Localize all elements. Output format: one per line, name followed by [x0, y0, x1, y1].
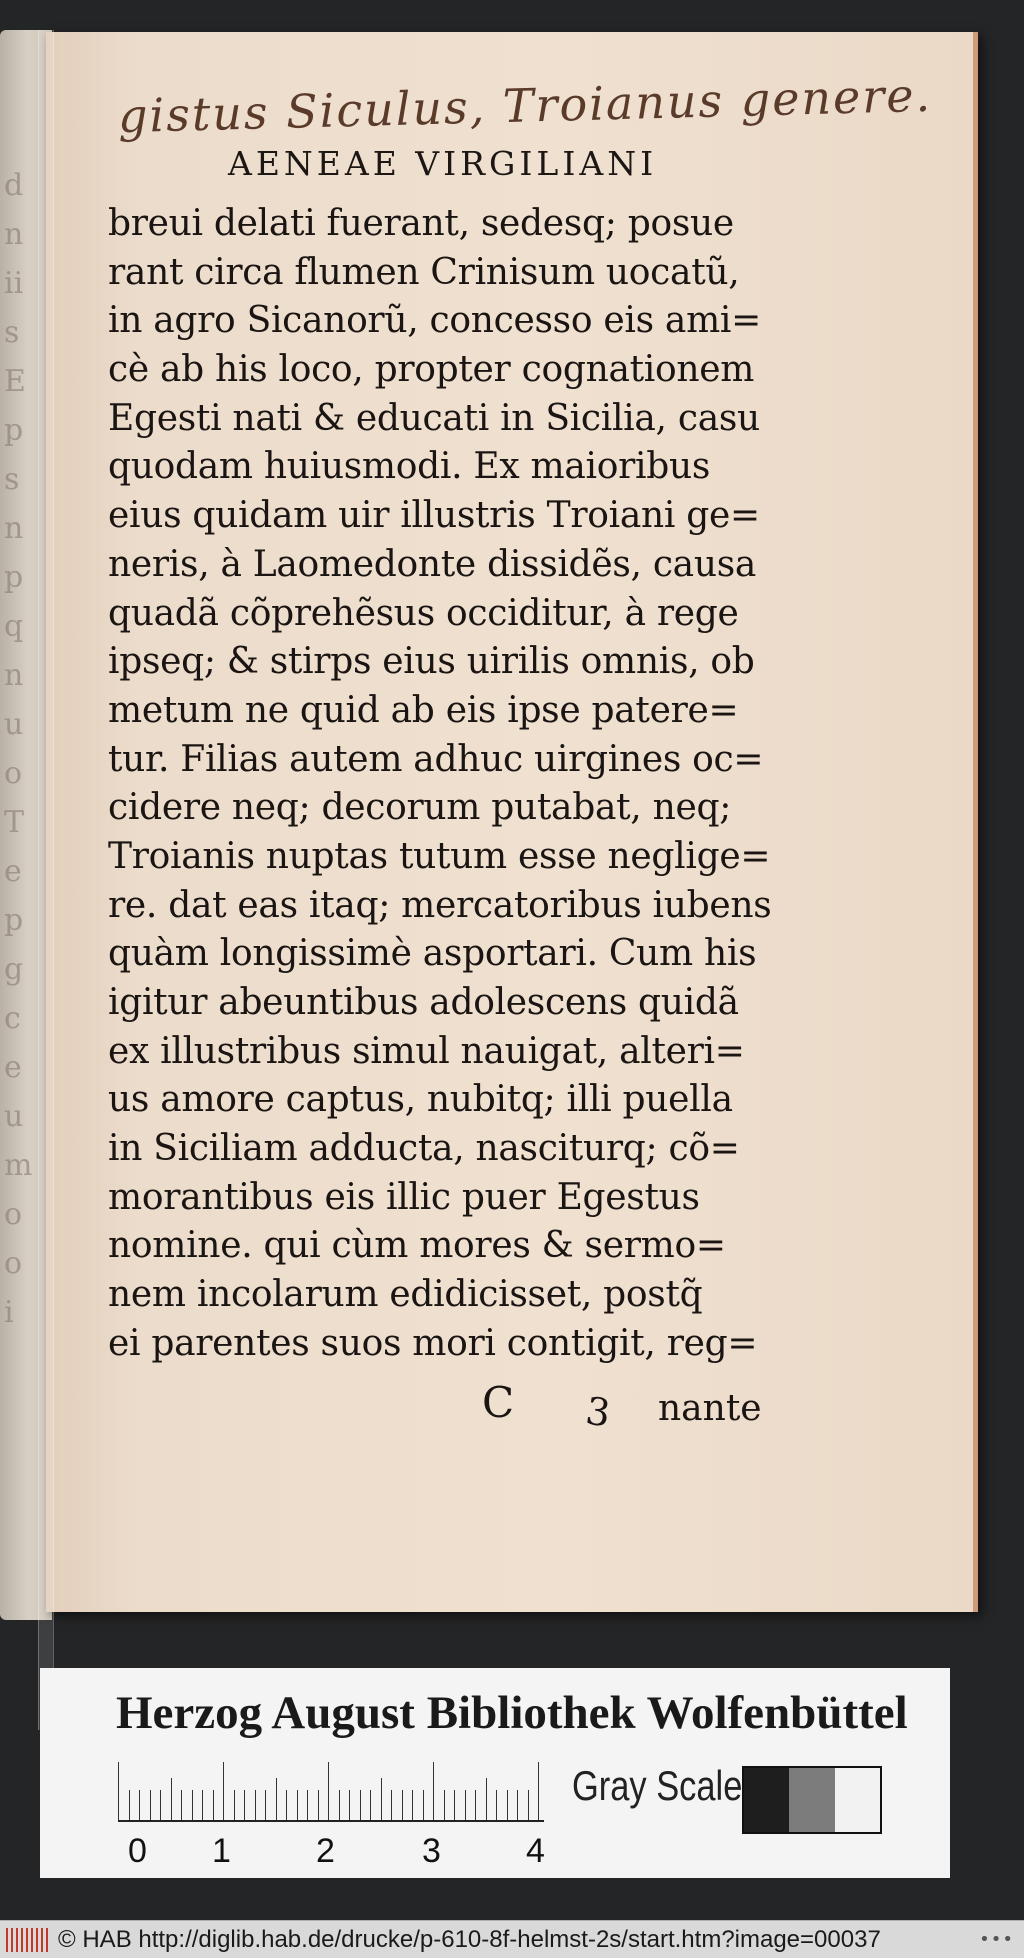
prev-page-glyph: d	[4, 168, 24, 203]
prev-page-glyph: o	[4, 1197, 23, 1232]
text-line: ipseq; & stirps eius uirilis omnis, ob	[108, 641, 755, 683]
prev-page-glyph: p	[4, 903, 24, 938]
handwritten-note: gistus Siculus, Troianus genere.	[117, 67, 933, 144]
prev-page-glyph: T	[4, 805, 25, 840]
ruler-tick	[528, 1790, 529, 1820]
text-line: cidere neq; decorum putabat, neq;	[108, 787, 732, 829]
ruler-tick	[192, 1790, 193, 1820]
ruler-tick	[433, 1762, 434, 1820]
gray-scale-swatches	[742, 1766, 882, 1834]
ruler-tick	[297, 1790, 298, 1820]
prev-page-glyph: i	[4, 1295, 14, 1330]
ruler-tick	[517, 1790, 518, 1820]
text-line: quodam huiusmodi. Ex maioribus	[108, 446, 711, 488]
ruler-label-0: 0	[128, 1832, 147, 1870]
ruler-tick	[286, 1790, 287, 1820]
status-bar	[0, 1920, 1024, 1958]
prev-page-glyph: e	[4, 854, 22, 889]
text-line: Egesti nati & educati in Sicilia, casu	[108, 397, 760, 439]
text-block	[108, 200, 784, 1369]
swatch-black	[744, 1768, 789, 1832]
ruler-label-2: 2	[316, 1832, 335, 1870]
prev-page-glyph: ii	[4, 266, 24, 301]
ruler-tick	[349, 1790, 350, 1820]
running-head: AENEAE VIRGILIANI	[228, 144, 658, 183]
prev-page-glyph: n	[4, 217, 24, 252]
signature-mark: C	[482, 1378, 515, 1427]
prev-page-glyph: u	[4, 707, 24, 742]
ruler-tick	[339, 1790, 340, 1820]
swatch-white	[835, 1768, 880, 1832]
text-line: ex illustribus simul nauigat, alteri=	[108, 1030, 745, 1072]
prev-page-glyph: g	[4, 952, 24, 987]
ruler-tick	[202, 1790, 203, 1820]
ruler-tick	[129, 1790, 130, 1820]
book-page	[46, 32, 978, 1612]
ruler-tick	[160, 1790, 161, 1820]
ruler-tick	[465, 1790, 466, 1820]
text-line: quadã cõprehẽsus occiditur, à rege	[108, 592, 739, 634]
text-line: eius quidam uir illustris Troiani ge=	[108, 495, 760, 537]
copyright-url[interactable]: © HAB http://diglib.hab.de/drucke/p-610-8f-helmst-2s/start.htm?image=00037	[58, 1925, 881, 1953]
ruler-tick	[486, 1778, 487, 1820]
prev-page-glyph: q	[4, 609, 24, 644]
ruler-tick	[360, 1790, 361, 1820]
ruler-label-1: 1	[212, 1832, 231, 1870]
ruler-tick	[244, 1790, 245, 1820]
prev-page-glyph: s	[4, 462, 20, 497]
prev-page-glyph: p	[4, 413, 24, 448]
text-line: in agro Sicanorũ, concesso eis ami=	[108, 300, 761, 342]
ruler-tick	[213, 1790, 214, 1820]
ruler-label-4: 4	[526, 1832, 545, 1870]
ruler-tick	[402, 1790, 403, 1820]
ruler-label-3: 3	[422, 1832, 441, 1870]
signature-number: 3	[583, 1388, 614, 1436]
ruler-baseline	[118, 1820, 544, 1822]
ruler-tick	[276, 1778, 277, 1820]
text-line: tur. Filias autem adhuc uirgines oc=	[108, 738, 764, 780]
prev-page-glyph: E	[4, 364, 26, 399]
prev-page-glyph: s	[4, 315, 20, 350]
ruler	[118, 1760, 544, 1830]
ruler-tick	[223, 1762, 224, 1820]
swatch-gray	[789, 1768, 834, 1832]
ruler-tick	[538, 1762, 539, 1820]
ellipsis-icon[interactable]: •••	[979, 1929, 1014, 1950]
text-line: us amore captus, nubitq; illi puella	[108, 1079, 733, 1121]
text-line: Troianis nuptas tutum esse neglige=	[108, 835, 771, 877]
prev-page-glyph: p	[4, 560, 24, 595]
ruler-tick	[475, 1790, 476, 1820]
prev-page-glyph: n	[4, 511, 24, 546]
text-line: neris, à Laomedonte dissidẽs, causa	[108, 543, 757, 585]
text-line: nem incolarum edidicisset, postq̃	[108, 1274, 703, 1316]
prev-page-glyph: m	[4, 1148, 33, 1183]
ruler-tick	[454, 1790, 455, 1820]
text-line: rant circa flumen Crinisum uocatũ,	[108, 251, 740, 293]
prev-page-glyph: c	[4, 1001, 21, 1036]
ruler-tick	[139, 1790, 140, 1820]
text-line: in Siciliam adducta, nasciturq; cõ=	[108, 1128, 740, 1170]
scale-card	[40, 1668, 950, 1878]
ruler-tick	[265, 1790, 266, 1820]
text-line: quàm longissimè asportari. Cum his	[108, 933, 757, 975]
prev-page-glyph: e	[4, 1050, 22, 1085]
ruler-tick	[118, 1762, 119, 1820]
text-line: igitur abeuntibus adolescens quidã	[108, 982, 739, 1023]
gray-scale-label: Gray Scale	[572, 1762, 743, 1809]
ruler-tick	[381, 1778, 382, 1820]
prev-page-glyph: n	[4, 658, 24, 693]
ruler-tick	[370, 1790, 371, 1820]
prev-page-glyph: o	[4, 1246, 23, 1281]
text-line: breui delati fuerant, sedesq; posue	[108, 203, 734, 244]
ruler-tick	[307, 1790, 308, 1820]
ruler-tick	[423, 1790, 424, 1820]
hab-logo-icon[interactable]	[6, 1928, 48, 1952]
text-line: nomine. qui cùm mores & sermo=	[108, 1225, 726, 1267]
text-line: ei parentes suos mori contigit, reg=	[108, 1322, 758, 1364]
ruler-tick	[328, 1762, 329, 1820]
ruler-tick	[444, 1790, 445, 1820]
library-title: Herzog August Bibliothek Wolfenbüttel	[116, 1687, 908, 1739]
ruler-tick	[255, 1790, 256, 1820]
glass-clip-edge	[38, 30, 54, 1730]
ruler-tick	[391, 1790, 392, 1820]
ruler-tick	[412, 1790, 413, 1820]
text-line: re. dat eas itaq; mercatoribus iubens	[108, 884, 772, 926]
ruler-tick	[150, 1790, 151, 1820]
catchword: nante	[658, 1388, 762, 1429]
prev-page-glyph: u	[4, 1099, 24, 1134]
ruler-tick	[507, 1790, 508, 1820]
text-line: morantibus eis illic puer Egestus	[108, 1176, 700, 1218]
ruler-tick	[318, 1790, 319, 1820]
text-line: cè ab his loco, propter cognationem	[108, 349, 755, 391]
ruler-tick	[181, 1790, 182, 1820]
prev-page-glyph: o	[4, 756, 23, 791]
ruler-tick	[234, 1790, 235, 1820]
ruler-tick	[496, 1790, 497, 1820]
text-line: metum ne quid ab eis ipse patere=	[108, 689, 739, 731]
ruler-tick	[171, 1778, 172, 1820]
